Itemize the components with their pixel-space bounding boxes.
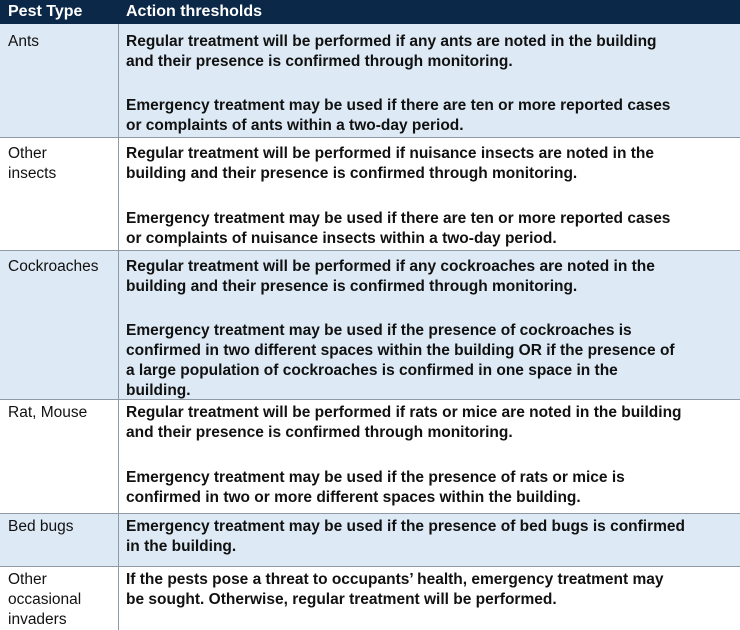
- text-line: or complaints of nuisance insects within a two-day period.: [126, 230, 557, 247]
- table-row: [0, 400, 740, 514]
- pest-type-cell: [8, 257, 114, 277]
- pest-type-cell: [8, 144, 114, 184]
- emergency-treatment-text: [126, 96, 738, 136]
- text-line: Regular treatment will be performed if any ants are noted in the building: [126, 33, 657, 50]
- treatment-text: [126, 570, 738, 610]
- regular-treatment-text: [126, 257, 738, 297]
- pest-type-cell: [8, 517, 114, 537]
- regular-treatment-text: [126, 403, 738, 443]
- text-line: confirmed in two or more different spaces within the building.: [126, 489, 581, 506]
- table-row: [0, 514, 740, 567]
- pest-line: invaders: [8, 611, 67, 628]
- column-divider: [118, 24, 119, 630]
- table-header: [0, 0, 740, 24]
- text-line: Regular treatment will be performed if nuisance insects are noted in the: [126, 145, 654, 162]
- pest-line: Other: [8, 145, 47, 162]
- text-line: If the pests pose a threat to occupants’ health, emergency treatment may: [126, 571, 664, 588]
- text-line: Regular treatment will be performed if rats or mice are noted in the building: [126, 404, 682, 421]
- text-line: and their presence is confirmed through monitoring.: [126, 424, 513, 441]
- text-line: a large population of cockroaches is confirmed in one space in the: [126, 362, 618, 379]
- pest-type-cell: [8, 570, 114, 630]
- emergency-treatment-text: [126, 209, 738, 249]
- regular-treatment-text: [126, 144, 738, 184]
- pest-line: Rat, Mouse: [8, 404, 88, 421]
- pest-type-cell: [8, 403, 114, 423]
- table-row: [0, 24, 740, 138]
- text-line: in the building.: [126, 538, 237, 555]
- text-line: Emergency treatment may be used if the presence of bed bugs is confirmed: [126, 518, 686, 535]
- regular-treatment-text: [126, 32, 738, 72]
- header-action-thresholds: Action thresholds: [126, 3, 263, 20]
- text-line: confirmed in two different spaces within the building OR if the presence of: [126, 342, 675, 359]
- text-line: Regular treatment will be performed if any cockroaches are noted in the: [126, 258, 655, 275]
- pest-line: Ants: [8, 33, 40, 50]
- emergency-treatment-text: [126, 468, 738, 508]
- text-line: Emergency treatment may be used if there are ten or more reported cases: [126, 210, 671, 227]
- text-line: be sought. Otherwise, regular treatment will be performed.: [126, 591, 557, 608]
- text-line: Emergency treatment may be used if the presence of cockroaches is: [126, 322, 632, 339]
- pest-line: insects: [8, 165, 57, 182]
- header-pest-type: Pest Type: [8, 3, 83, 20]
- text-line: Emergency treatment may be used if the presence of rats or mice is: [126, 469, 625, 486]
- text-line: building and their presence is confirmed through monitoring.: [126, 278, 578, 295]
- emergency-treatment-text: [126, 321, 738, 401]
- pest-line: occasional: [8, 591, 82, 608]
- pest-line: Other: [8, 571, 47, 588]
- pest-line: Bed bugs: [8, 518, 74, 535]
- table-row: [0, 567, 740, 630]
- emergency-treatment-text: [126, 517, 738, 557]
- table-row: [0, 138, 740, 251]
- text-line: and their presence is confirmed through monitoring.: [126, 53, 513, 70]
- text-line: building.: [126, 382, 191, 399]
- pest-type-cell: [8, 32, 114, 52]
- text-line: Emergency treatment may be used if there are ten or more reported cases: [126, 97, 671, 114]
- text-line: or complaints of ants within a two-day period.: [126, 117, 464, 134]
- pest-line: Cockroaches: [8, 258, 99, 275]
- table-row: [0, 251, 740, 400]
- text-line: building and their presence is confirmed through monitoring.: [126, 165, 578, 182]
